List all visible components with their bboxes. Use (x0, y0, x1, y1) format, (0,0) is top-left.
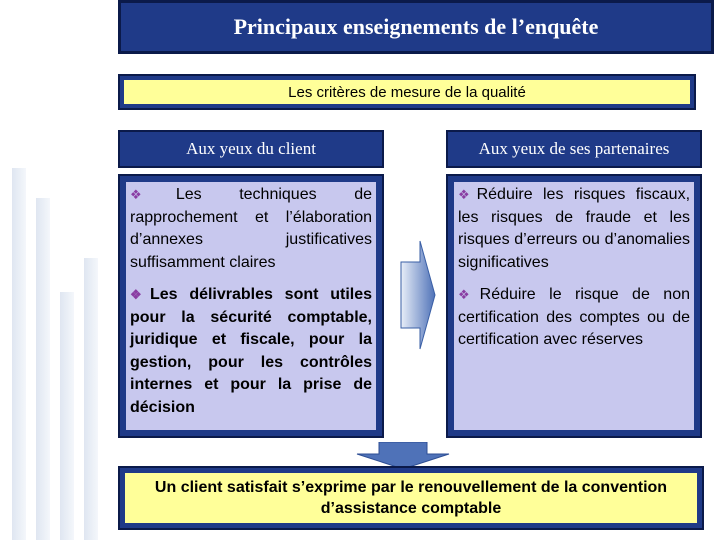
background-bar (84, 258, 98, 540)
conclusion-banner (118, 466, 704, 530)
diamond-bullet-icon: ❖ (130, 187, 175, 202)
client-criteria-panel (118, 174, 384, 438)
diamond-bullet-icon: ❖ (458, 287, 479, 302)
client-criteria-body (126, 182, 376, 430)
page-title-banner (118, 0, 714, 54)
partners-column-header (446, 130, 702, 168)
partners-criteria-item (458, 184, 690, 274)
client-criteria-text: Les techniques de rapprochement et l’élaboration d’annexes justificatives suffisamment claires (130, 186, 372, 271)
background-bar (12, 168, 26, 540)
diamond-bullet-icon: ❖ (130, 287, 149, 302)
client-criteria-item (130, 184, 372, 274)
page-title: Principaux enseignements de l’enquête (233, 14, 599, 39)
subtitle-banner (118, 74, 696, 110)
background-bar (60, 292, 74, 540)
background-bar (36, 198, 50, 540)
subtitle-text: Les critères de mesure de la qualité (288, 83, 526, 101)
partners-criteria-panel (446, 174, 702, 438)
subtitle-panel (124, 80, 690, 104)
partners-criteria-item (458, 284, 690, 352)
right-arrow-icon (400, 240, 436, 350)
partners-criteria-text: Réduire le risque de non certification des comptes ou de certification avec réserves (458, 286, 690, 348)
partners-criteria-body (454, 182, 694, 430)
conclusion-panel (125, 473, 697, 523)
diamond-bullet-icon: ❖ (458, 187, 476, 202)
client-column-header (118, 130, 384, 168)
conclusion-text: Un client satisfait s’exprime par le renouvellement de la convention d’assistance comptable (154, 479, 668, 517)
partners-criteria-text: Réduire les risques fiscaux, les risques de fraude et les risques d’erreurs ou d’anomalies significatives (458, 186, 691, 271)
partners-column-title: Aux yeux de ses partenaires (478, 139, 670, 158)
client-criteria-item (130, 284, 372, 419)
client-criteria-text: Les délivrables sont utiles pour la sécurité comptable, juridique et fiscale, pour la gestion, pour les contrôles internes et pour la prise de décision (130, 286, 373, 416)
client-column-title: Aux yeux du client (186, 139, 316, 158)
